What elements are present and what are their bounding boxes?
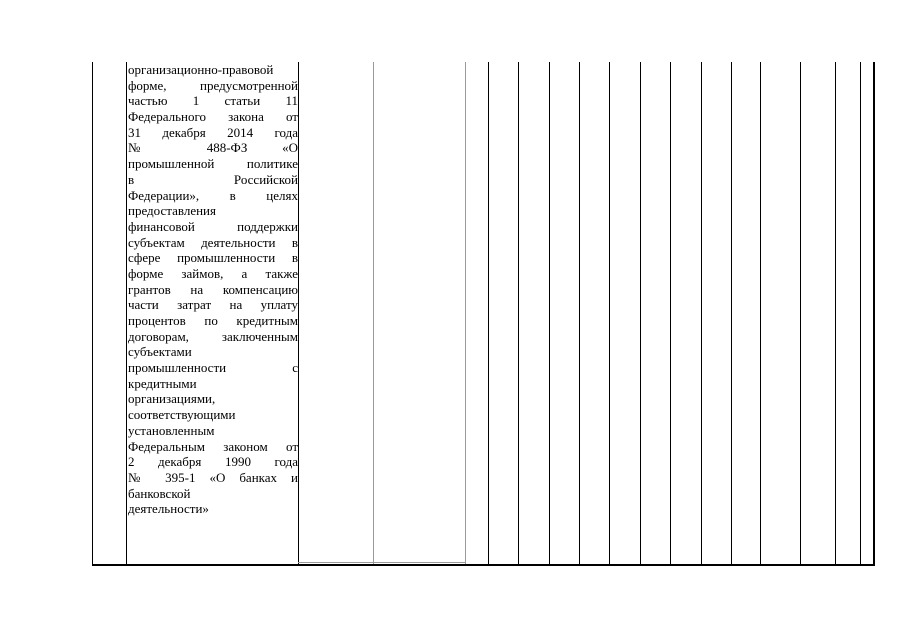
description-line: промышленности с [128, 360, 298, 376]
description-line: субъектами [128, 344, 192, 360]
column-border [126, 62, 127, 566]
column-border [373, 62, 374, 566]
description-line: договорам, заключенным [128, 328, 298, 344]
column-border [670, 62, 671, 566]
column-border [835, 62, 836, 566]
description-line: Федерального закона от [128, 109, 298, 125]
description-line: в Российской [128, 171, 298, 187]
description-line: процентов по кредитным [128, 313, 298, 328]
description-line: грантов на компенсацию [128, 281, 298, 297]
column-border [549, 62, 550, 566]
column-border [800, 62, 801, 566]
table-continuation [92, 62, 875, 566]
column-border [488, 62, 489, 566]
inner-bottom-border [298, 562, 466, 563]
table-bottom-border [92, 564, 875, 566]
column-border [518, 62, 519, 566]
description-line: Федерации», в целях [128, 187, 298, 203]
description-line: промышленной политике [128, 156, 298, 172]
description-line: организационно-правовой [128, 62, 274, 77]
description-line: № 395-1 «О банках и [128, 469, 298, 485]
description-line: установленным [128, 422, 215, 438]
description-line: № 488-ФЗ «О [128, 140, 298, 156]
description-line: форме, предусмотренной [128, 77, 298, 93]
column-border [92, 62, 93, 566]
description-line: субъектам деятельности в [128, 234, 298, 250]
description-line: деятельности» [128, 501, 209, 517]
column-border [609, 62, 610, 566]
column-border [873, 62, 875, 566]
description-line: организациями, [128, 391, 216, 407]
column-border [860, 62, 861, 566]
description-line: форме займов, а также [128, 265, 298, 281]
description-line: кредитными [128, 375, 197, 391]
description-line: части затрат на уплату [128, 297, 298, 313]
column-border [760, 62, 761, 566]
column-border [701, 62, 702, 566]
column-border [298, 62, 299, 566]
description-cell [128, 62, 298, 517]
description-line: частью 1 статьи 11 [128, 93, 298, 109]
column-border [640, 62, 641, 566]
column-border [465, 62, 466, 566]
description-line: соответствующими [128, 407, 236, 423]
description-line: 2 декабря 1990 года [128, 454, 298, 470]
description-line: Федеральным законом от [128, 438, 298, 454]
description-line: сфере промышленности в [128, 250, 298, 266]
description-line: предоставления [128, 203, 216, 219]
description-line: банковской [128, 485, 191, 501]
column-border [579, 62, 580, 566]
description-line: финансовой поддержки [128, 218, 298, 234]
column-border [731, 62, 732, 566]
description-line: 31 декабря 2014 года [128, 124, 298, 140]
